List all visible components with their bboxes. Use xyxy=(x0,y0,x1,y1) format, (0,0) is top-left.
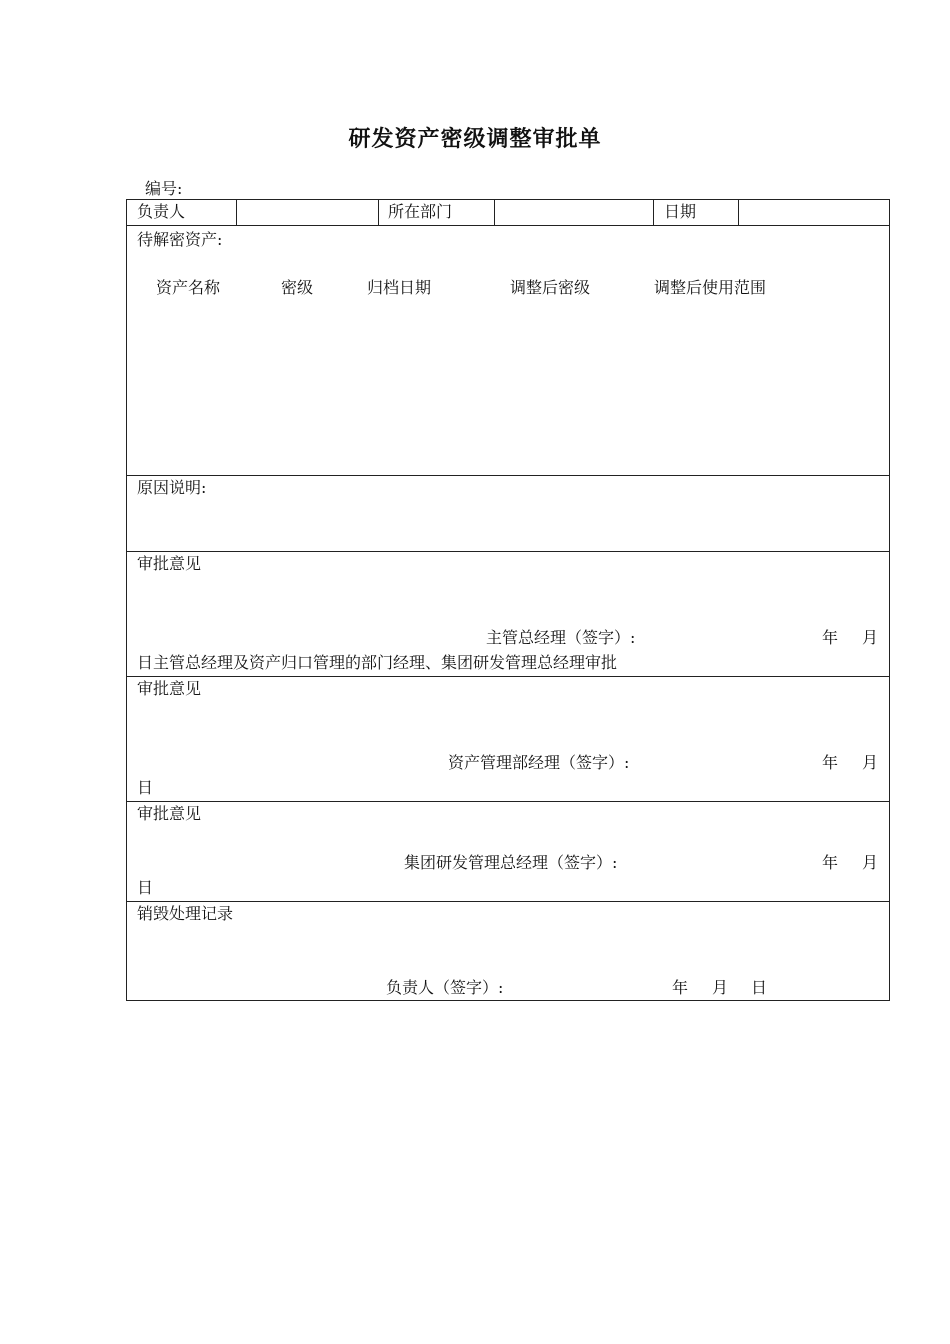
month-label: 月 xyxy=(862,753,879,772)
owner-label: 负责人 xyxy=(137,202,186,221)
approval-label: 审批意见 xyxy=(137,679,202,698)
header-row xyxy=(126,199,890,225)
form-title: 研发资产密级调整审批单 xyxy=(348,127,602,152)
day-label: 日 xyxy=(137,778,154,797)
destruction-label: 销毁处理记录 xyxy=(137,904,234,923)
month-label: 月 xyxy=(712,978,729,997)
dept-field[interactable] xyxy=(495,200,652,225)
owner-field[interactable] xyxy=(237,200,377,225)
day-label: 日 xyxy=(751,978,768,997)
year-label: 年 xyxy=(822,853,839,872)
signer-label: 负责人（签字）: xyxy=(386,978,504,997)
signer-label: 集团研发管理总经理（签字）: xyxy=(404,853,618,872)
date-label: 日期 xyxy=(664,202,697,221)
divider xyxy=(653,200,654,225)
approval-section-1 xyxy=(126,551,890,676)
column-header-adjusted-level: 调整后密级 xyxy=(510,278,591,297)
date-field[interactable] xyxy=(739,200,889,225)
column-header-secret-level: 密级 xyxy=(281,278,314,297)
month-label: 月 xyxy=(862,853,879,872)
approval-section-2 xyxy=(126,676,890,801)
signer-label: 资产管理部经理（签字）: xyxy=(448,753,630,772)
column-header-adjusted-scope: 调整后使用范围 xyxy=(654,278,767,297)
dept-label: 所在部门 xyxy=(388,202,453,221)
year-label: 年 xyxy=(672,978,689,997)
day-label: 日 xyxy=(137,878,154,897)
serial-number-label: 编号: xyxy=(145,179,183,198)
reason-section xyxy=(126,475,890,551)
column-header-archive-date: 归档日期 xyxy=(367,278,432,297)
column-header-asset-name: 资产名称 xyxy=(156,278,221,297)
approval-label: 审批意见 xyxy=(137,554,202,573)
approval-section-3 xyxy=(126,801,890,901)
month-label: 月 xyxy=(862,628,879,647)
assets-section xyxy=(126,225,890,475)
year-label: 年 xyxy=(822,628,839,647)
approval-label: 审批意见 xyxy=(137,804,202,823)
year-label: 年 xyxy=(822,753,839,772)
reason-label: 原因说明: xyxy=(137,478,207,497)
day-continuation-text: 日主管总经理及资产归口管理的部门经理、集团研发管理总经理审批 xyxy=(137,653,618,672)
divider xyxy=(378,200,379,225)
destruction-record-section xyxy=(126,901,890,1001)
signer-label: 主管总经理（签字）: xyxy=(486,628,636,647)
assets-label: 待解密资产: xyxy=(137,230,223,249)
